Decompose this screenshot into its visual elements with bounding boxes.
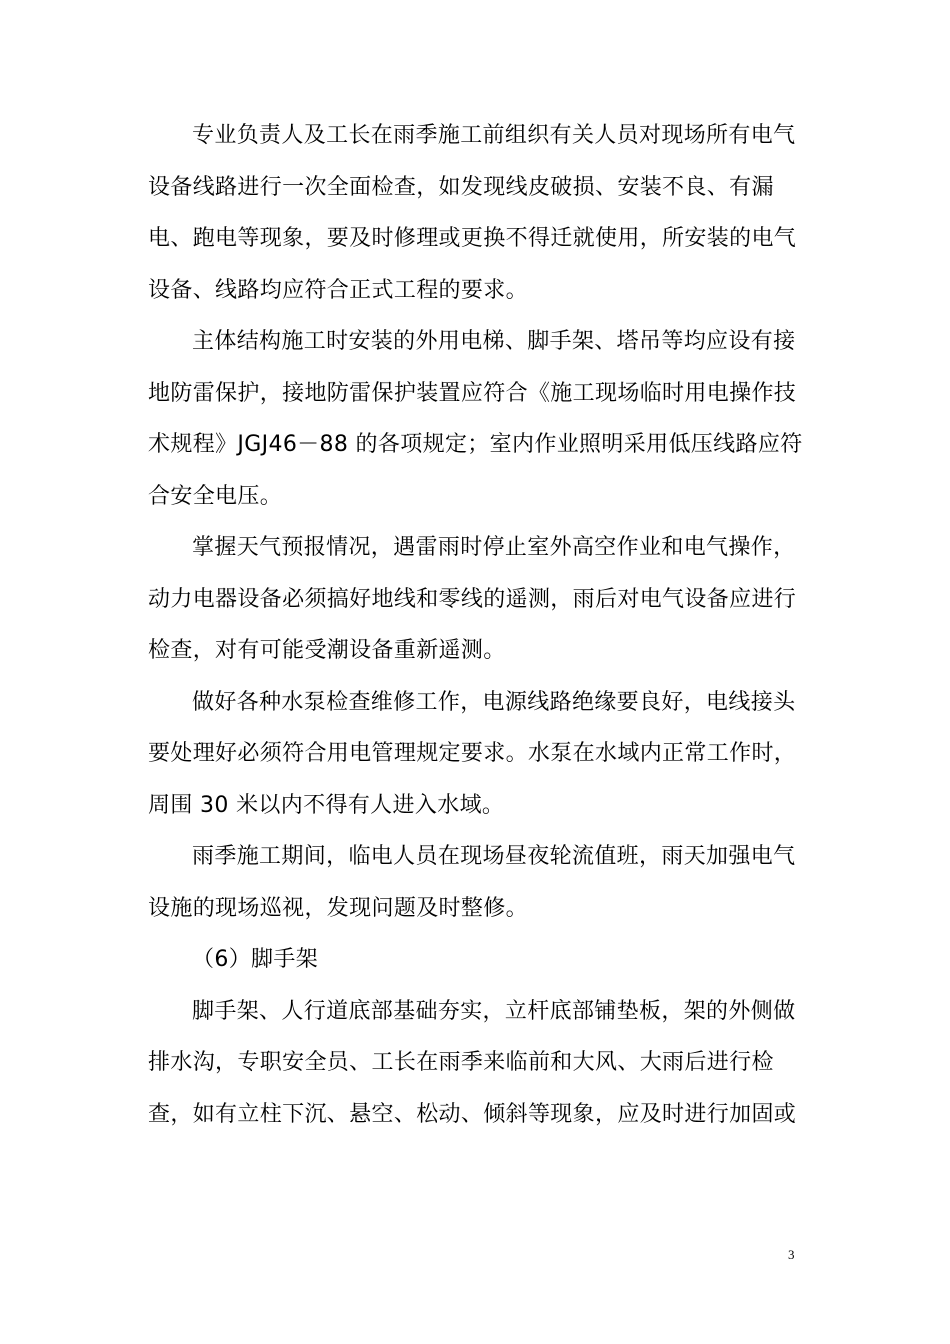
paragraph-5-line-1: 雨季施工期间，临电人员在现场昼夜轮流值班，雨天加强电气 (192, 844, 796, 869)
paragraph-4-line-3: 周围 30 米以内不得有人进入水域。 (148, 792, 505, 818)
section-heading-scaffolding: （6）脚手架 (192, 947, 319, 972)
paragraph-7-line-2: 排水沟，专职安全员、工长在雨季来临前和大风、大雨后进行检 (148, 1050, 774, 1075)
paragraph-5-line-2: 设施的现场巡视，发现问题及时整修。 (148, 895, 528, 921)
paragraph-3-line-3: 检查，对有可能受潮设备重新遥测。 (148, 638, 506, 663)
paragraph-7-line-1: 脚手架、人行道底部基础夯实，立杆底部铺垫板，架的外侧做 (192, 998, 796, 1024)
paragraph-2-line-3: 术规程》JGJ46－88 的各项规定；室内作业照明采用低压线路应符 (148, 432, 803, 457)
paragraph-7-line-3: 查，如有立柱下沉、悬空、松动、倾斜等现象，应及时进行加固或 (148, 1101, 797, 1127)
page-number: 3 (788, 1247, 795, 1262)
paragraph-1-line-4: 设备、线路均应符合正式工程的要求。 (148, 277, 528, 303)
paragraph-1-line-1: 专业负责人及工长在雨季施工前组织有关人员对现场所有电气 (192, 123, 796, 148)
body-text (148, 110, 803, 1140)
paragraph-1-line-3: 电、跑电等现象，要及时修理或更换不得迁就使用，所安装的电气 (148, 226, 797, 251)
paragraph-1-line-2: 设备线路进行一次全面检查，如发现线皮破损、安装不良、有漏 (148, 174, 774, 200)
paragraph-2-line-1: 主体结构施工时安装的外用电梯、脚手架、塔吊等均应设有接 (192, 329, 796, 354)
paragraph-3-line-1: 掌握天气预报情况，遇雷雨时停止室外高空作业和电气操作， (192, 535, 796, 560)
paragraph-4-line-1: 做好各种水泵检查维修工作，电源线路绝缘要良好，电线接头 (192, 689, 796, 715)
paragraph-2-line-2: 地防雷保护，接地防雷保护装置应符合《施工现场临时用电操作技 (148, 380, 797, 406)
paragraph-3-line-2: 动力电器设备必须搞好地线和零线的遥测，雨后对电气设备应进行 (148, 586, 797, 612)
paragraph-4-line-2: 要处理好必须符合用电管理规定要求。水泵在水域内正常工作时， (148, 741, 797, 766)
paragraph-2-line-4: 合安全电压。 (148, 483, 283, 509)
